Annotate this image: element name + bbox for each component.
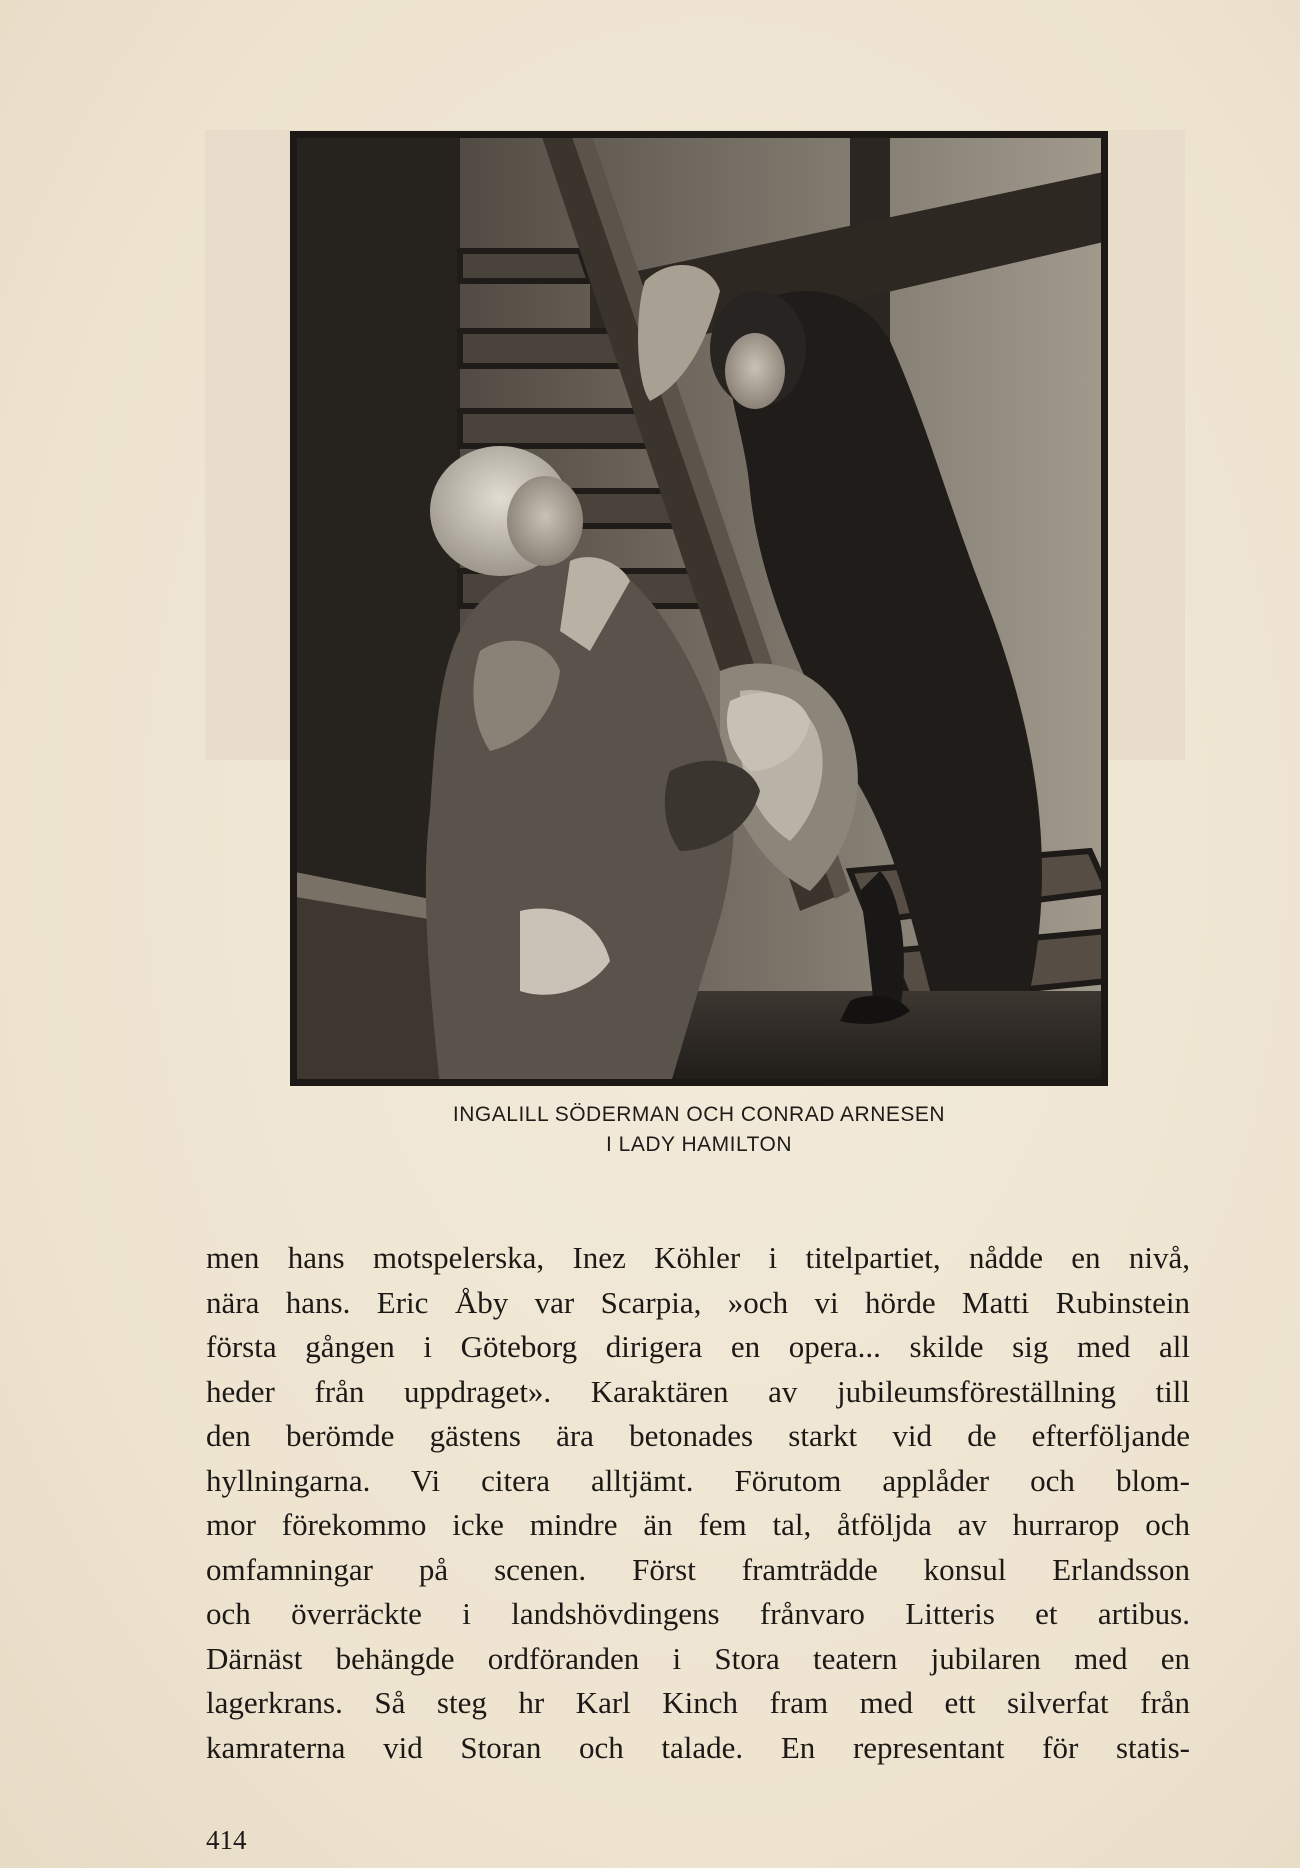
text-line: den berömde gästens ära betonades starkt vid de efterföljande	[206, 1418, 1190, 1453]
caption-line: I LADY HAMILTON	[605, 1133, 793, 1156]
text-line: nära hans. Eric Åby var Scarpia, »och vi hörde Matti Rubinstein	[206, 1284, 1190, 1320]
text-line: heder från uppdraget». Karaktären av jubileumsföreställning till	[206, 1373, 1190, 1409]
page-number: 414	[206, 1825, 247, 1855]
text-line: mor förekommo icke mindre än fem tal, åtföljda av hurrarop och	[206, 1507, 1190, 1542]
figure-caption	[290, 1100, 1108, 1160]
stage-photograph	[290, 131, 1108, 1086]
text-line: och överräckte i landshövdingens frånvaro Litteris et artibus.	[206, 1596, 1190, 1631]
text-line: Därnäst behängde ordföranden i Stora teatern jubilaren med en	[206, 1640, 1190, 1676]
text-line: hyllningarna. Vi citera alltjämt. Förutom applåder och blom-	[206, 1462, 1190, 1498]
body-paragraph	[206, 1236, 1190, 1770]
text-line: omfamningar på scenen. Först framträdde konsul Erlandsson	[206, 1551, 1190, 1587]
photograph-illustration	[290, 131, 1108, 1086]
text-line: lagerkrans. Så steg hr Karl Kinch fram med ett silverfat från	[206, 1685, 1190, 1720]
text-line: kamraterna vid Storan och talade. En representant för statis-	[206, 1729, 1190, 1765]
text-line: men hans motspelerska, Inez Köhler i titelpartiet, nådde en nivå,	[206, 1240, 1190, 1275]
caption-line: INGALILL SÖDERMAN OCH CONRAD ARNESEN	[452, 1103, 946, 1126]
text-line: första gången i Göteborg dirigera en opera... skilde sig med all	[206, 1329, 1190, 1364]
